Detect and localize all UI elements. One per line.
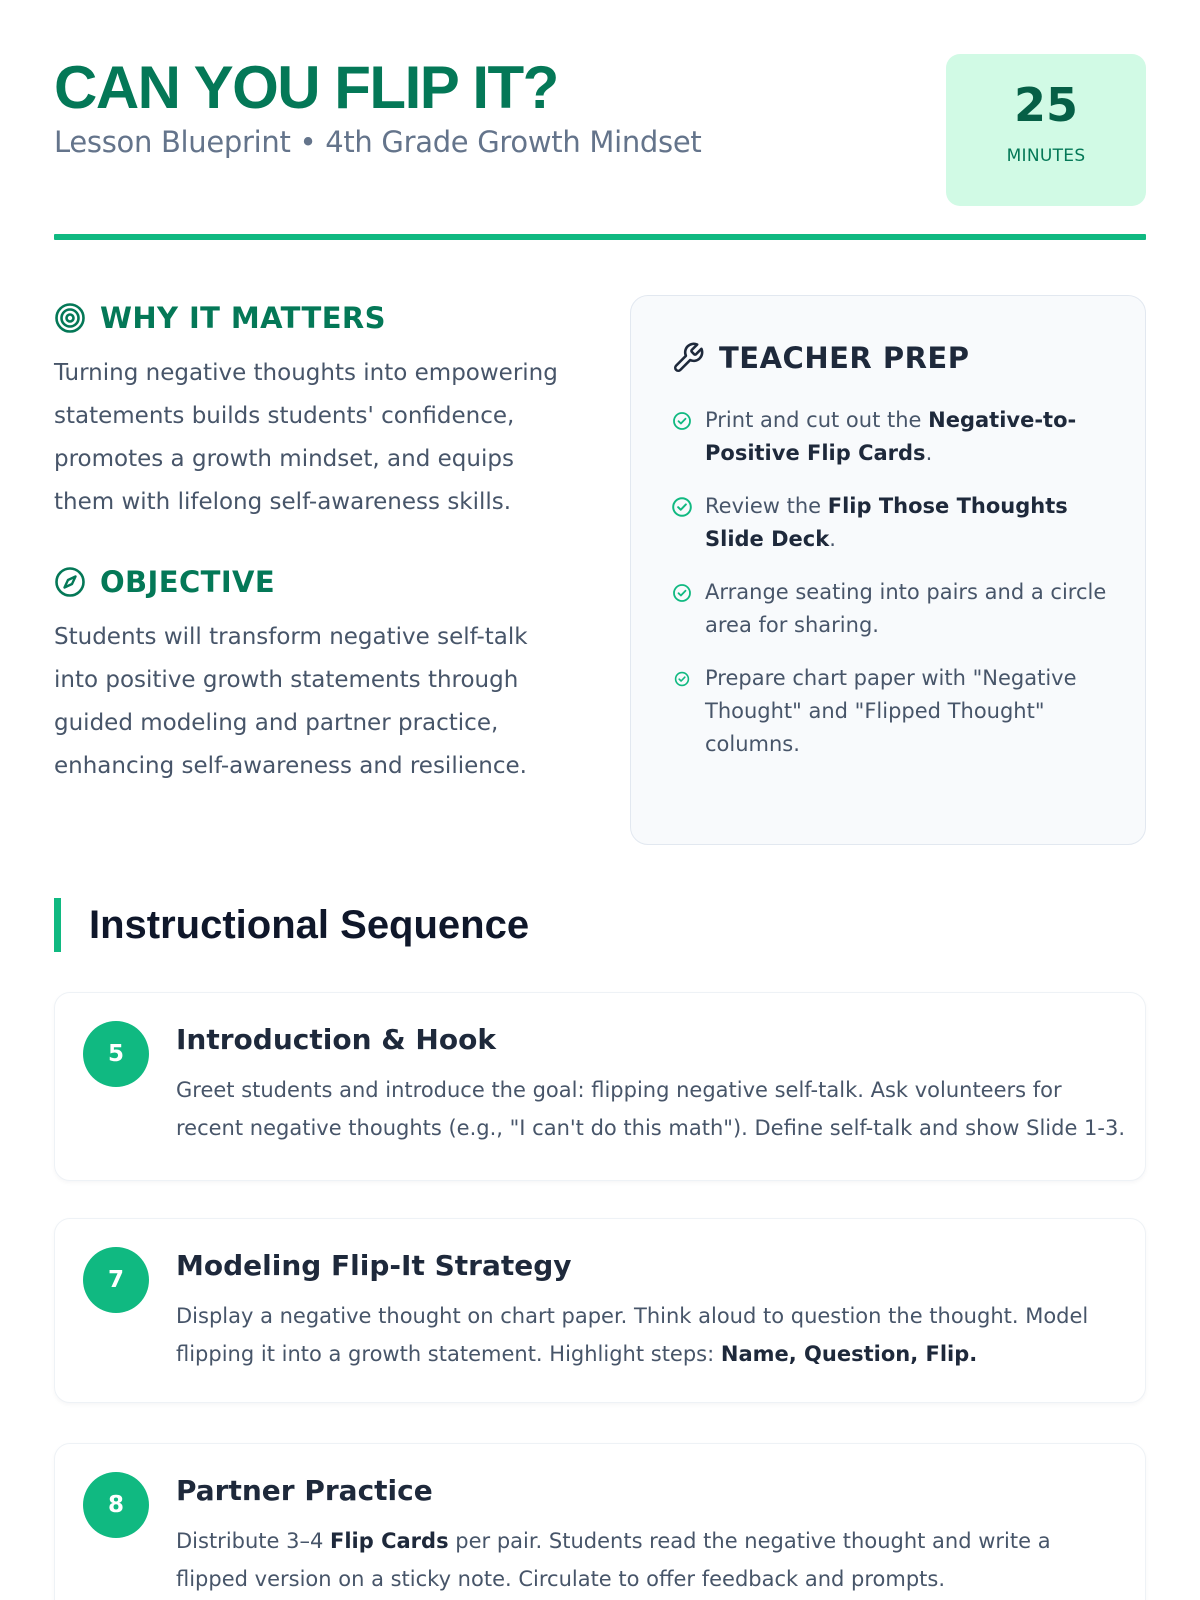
check-circle-icon — [671, 582, 693, 604]
sequence-step — [54, 1218, 1146, 1403]
sequence-header — [54, 898, 529, 952]
step-description: Display a negative thought on chart paper. Think aloud to question the thought. Model flipping it into a growth statement. Highlight steps: Name, Question, Flip. — [176, 1304, 1089, 1366]
lesson-header — [54, 52, 1146, 208]
sequence-step — [54, 1443, 1146, 1600]
step-title: Partner Practice — [176, 1474, 433, 1507]
objective-heading: OBJECTIVE — [100, 565, 276, 599]
sequence-accent-bar — [54, 898, 61, 952]
header-divider — [54, 234, 1146, 240]
check-circle-icon — [671, 410, 693, 432]
step-description: Distribute 3–4 Flip Cards per pair. Students read the negative thought and write a flipped version on a sticky note. Circulate to offer feedback and prompts. — [176, 1529, 1051, 1591]
check-circle-icon — [671, 668, 693, 690]
step-minutes-badge: 5 — [83, 1021, 149, 1087]
step-title: Modeling Flip-It Strategy — [176, 1249, 572, 1282]
duration-value: 25 — [1013, 78, 1078, 132]
why-text: Turning negative thoughts into empowering statements builds students' confidence, promotes a growth mindset, and equips them with lifelong self-awareness skills. — [54, 360, 558, 515]
objective-text: Students will transform negative self-talk into positive growth statements through guided modeling and partner practice, enhancing self-awareness and resilience. — [54, 624, 528, 779]
list-item: Arrange seating into pairs and a circle area for sharing. — [671, 576, 1115, 642]
sequence-title: Instructional Sequence — [89, 902, 530, 947]
list-item: Prepare chart paper with "Negative Thought" and "Flipped Thought" columns. — [671, 662, 1115, 761]
objective-section — [54, 562, 574, 788]
prep-list — [671, 404, 1115, 761]
wrench-icon — [671, 341, 705, 375]
step-minutes-badge: 7 — [83, 1247, 149, 1313]
teacher-prep-heading: TEACHER PREP — [719, 341, 970, 375]
list-item: Print and cut out the Negative-to-Positive Flip Cards. — [671, 404, 1115, 470]
step-description: Greet students and introduce the goal: flipping negative self-talk. Ask volunteers for recent negative thoughts (e.g., "I can't do this math"). Define self-talk and show Slide 1-3. — [176, 1078, 1126, 1140]
why-heading: WHY IT MATTERS — [100, 301, 386, 335]
why-section — [54, 298, 574, 524]
sequence-step — [54, 992, 1146, 1181]
lesson-rationale — [54, 298, 574, 788]
teacher-prep-card — [630, 295, 1146, 845]
lesson-subtitle: Lesson Blueprint • 4th Grade Growth Mindset — [54, 125, 702, 159]
check-circle-icon — [671, 496, 693, 518]
compass-icon — [54, 566, 86, 598]
duration-badge — [946, 54, 1146, 206]
step-title: Introduction & Hook — [176, 1023, 496, 1056]
list-item: Review the Flip Those Thoughts Slide Deck. — [671, 490, 1115, 556]
step-minutes-badge: 8 — [83, 1472, 149, 1538]
lesson-title: CAN YOU FLIP IT? — [54, 54, 558, 121]
duration-label: MINUTES — [1006, 146, 1086, 166]
target-icon — [54, 302, 86, 334]
